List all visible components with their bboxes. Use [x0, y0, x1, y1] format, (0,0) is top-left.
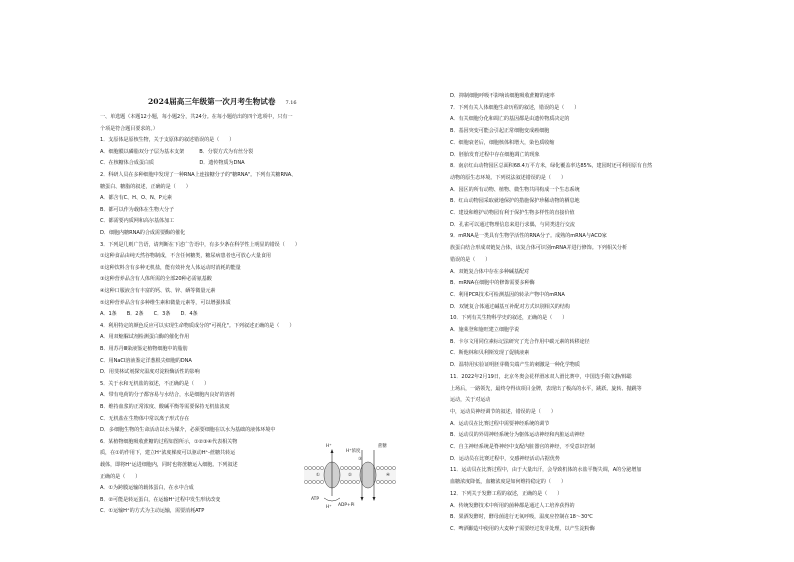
cotransporter-protein: [360, 462, 376, 488]
left-column-line: B．②可能是转运蛋白，在运输H⁺过程中发生形状改变: [100, 496, 221, 503]
left-column-line: B．用苏丹Ⅲ染液鉴定植物细胞中的脂肪: [100, 346, 188, 352]
right-column-line: C．建设和维护动物园有利于保护生物多样性的直接价值: [450, 210, 575, 216]
left-column-line: 质，在①的作用下，建立H⁺浓度梯度可以驱动H⁺-蔗糖共转运: [100, 450, 236, 457]
left-column-line: A．用双缩脲试剂检测蛋白酶的催化作用: [100, 334, 190, 341]
right-column-line: B．基因突变可能会引起正常细胞变成癌细胞: [450, 128, 550, 135]
right-column-line: 动物的原生态环境。下列说法叙述错误的是（ ）: [450, 174, 567, 181]
right-column-line: 运动，关于对运动: [450, 397, 491, 404]
left-column-line: A．都含有C、H、O、N、P元素: [100, 195, 172, 202]
left-column-line: A．①为跨膜运输的载体蛋白，在水中合成: [100, 485, 194, 492]
right-column-line: B．果酒发酵时，酵母菌进行无氧呼吸，温度应控制在18～30℃: [450, 514, 593, 521]
right-column-line: D．温特用实验证明胚芽鞘尖端产生的刺激是一种化学物质: [450, 362, 580, 369]
label-adp: ADP+Pi: [338, 503, 355, 508]
title-text: 2024届高三年级第一次月考生物试卷: [148, 97, 276, 106]
right-column-line: D．运动员在比赛过程中，交感神经活动占据优势: [450, 455, 560, 462]
right-column-line: B．卡尔文用同位素标记法研究了光合作用中碳元素的转移途径: [450, 338, 590, 345]
left-column-line: 糖蛋白、糖脂的叙述，正确的是（ ）: [100, 183, 191, 190]
right-column-line: B．运动员的外周神经系统分为躯体运动神经和内脏运动神经: [450, 432, 585, 439]
right-column-line: C．细胞衰老后，细胞核体积增大，染色质收缩: [450, 139, 555, 146]
left-column-line: B．维持血浆的正常浓度、酸碱平衡等需要保持无机盐浓度: [100, 404, 230, 410]
right-column-line: A．园区的所有动物、植物、微生物共同构成一个生态系统: [450, 186, 580, 193]
left-column-line: ①这种食品由纯天然谷物制成，不含任何糖类，糖尿病患者也可放心大量食用: [100, 253, 271, 260]
right-column-line: D．双链复合体通过碱基互补配对方式识别相关的结构: [450, 303, 570, 310]
right-column-line: 血糖浓度降低，血糖浓度是如何维持稳定的（ ）: [450, 479, 567, 486]
left-column-line: 5．关于水和无机盐的叙述，不正确的是（ ）: [100, 380, 210, 387]
label-c3: ③: [358, 457, 362, 462]
exam-title: [148, 96, 297, 107]
right-column-line: 族蛋白结合形成双链复合体，该复合体可识别mRNA并进行修饰。下列相关分析: [450, 245, 627, 252]
right-column-line: 11．运动员在比赛过程中，由于大量出汗，会导致机体的水盐平衡失调，A的分泌增加: [450, 467, 642, 474]
left-column-line: C．①运输H⁺的方式为主动运输，需要消耗ATP: [100, 508, 205, 515]
left-column-line: 一、单选题（本题12小题，每小题2分，共24分。在每小题给出的四个选项中，只有一: [100, 114, 293, 120]
left-column-line: 1．支原体是原核生物，关于支原体的叙述错误的是（ ）: [100, 137, 235, 144]
right-column-line: C．自主神经系统是脊神经中支配内脏器官的神经，不受意识控制: [450, 444, 595, 450]
left-column-line: C．在核糖体合成蛋白质 D．遗传物质为DNA: [100, 160, 245, 167]
right-column-line: C．啤酒酿造中使用的大麦种子需要经过发芽处理，以产生淀粉酶: [450, 525, 595, 532]
left-column-line: C．无机盐在生物体中常以离子形式存在: [100, 415, 190, 422]
label-c2: ②: [348, 473, 352, 478]
right-column-line: 11．2022年2月19日，北京冬奥会花样滑冰双人滑比赛中，中国选手隋文静/韩聪: [450, 373, 632, 380]
label-atp: ATP: [311, 497, 319, 502]
label-h-plus-top: H⁺: [326, 444, 332, 449]
label-c4: ④: [386, 473, 390, 478]
left-column-line: C．都需要内质网和高尔基体加工: [100, 218, 175, 225]
right-column-line: 12．下列关于发酵工程的叙述，正确的是（ ）: [450, 490, 563, 497]
label-c1: ①: [316, 473, 320, 478]
right-column-line: B．mRNA在细胞中的修饰需要多种酶: [450, 280, 535, 287]
left-column-line: ④这种口服液含有丰富的钙、铁、锌、硒等微量元素: [100, 288, 216, 294]
right-column-line: A．有关细胞分化和凋亡的基因都是由遗传物质决定的: [450, 116, 570, 123]
right-column-line: B．红山动物园采取就地保护的措施保护珍稀动物的栖息地: [450, 198, 580, 205]
left-column-line: 4．利用特定的颜色反应可以实现生命物质成分的"可视化"。下列叙述正确的是（ ）: [100, 322, 295, 329]
label-sucrose-top: 蔗糖: [378, 444, 387, 449]
left-column-line: 正确的是（ ）: [100, 473, 141, 480]
right-column-line: 8．南京红山动物园区总面积68.4万平方米，绿化覆盖率达85%，建园时还可利用原有自然: [450, 163, 653, 170]
right-column-line: A．双链复合体中存在多种碱基配对: [450, 268, 530, 275]
left-column-line: A．1条 B．2条 C．3条 D．4条: [100, 311, 198, 318]
right-column-line: 10．下列有关生物科学史的叙述，正确的是（ ）: [450, 315, 568, 322]
right-column-line: 中，运动员神经调节的叙述，错误的是（ ）: [450, 408, 556, 415]
label-h-gradient: H⁺浓度: [346, 449, 361, 454]
right-column-line: A．施莱登和施旺建立细胞学说: [450, 327, 520, 333]
left-column-line: ③这种营养品含有人体所需的全部20种必需氨基酸: [100, 276, 212, 283]
left-column-line: D．多细胞生物的生命活动以水为媒介，必须要细胞在以水为基础的液体环境中: [100, 427, 276, 434]
left-column-line: A．带有电荷的分子都容易与水结合，水是细胞内良好的溶剂: [100, 392, 235, 399]
membrane-diagram: [302, 438, 398, 510]
left-column-line: ②这种饮料含有多种无机盐，能有效补充人体运动时消耗的能量: [100, 264, 241, 271]
right-column-line: A．传统发酵技术中所用的菌种都是通过人工培养获得的: [450, 502, 575, 509]
left-column-line: 6．某植物细胞吸收蔗糖的过程如图所示，①②③④代表相关物: [100, 438, 238, 445]
left-column-line: B．都可以作为载体在生物大分子: [100, 206, 175, 213]
left-column-line: 3．下列是几则广告语，请判断在下述广告语中，有多少条在科学性上明显的错误（ ）: [100, 241, 300, 248]
left-column-line: A．细胞膜以磷脂双分子层为基本支架 B．分裂方式为有丝分裂: [100, 148, 254, 155]
left-column-line: 个项是符合题目要求的。）: [100, 125, 158, 132]
right-column-line: A．运动员在比赛过程中需要神经系统的调节: [450, 420, 550, 427]
right-column-line: D．抑制细胞呼吸不影响该细胞吸收蔗糖的速率: [450, 93, 555, 99]
left-column-line: 载体，即将H⁺运进细胞内，同时也将蔗糖运入细胞。下列叙述: [100, 462, 238, 468]
right-column-line: 上场后，一路领先，最终夺得该项目金牌，表现出了极高的水平，跳跃、旋转、抛跳等: [450, 385, 642, 392]
right-column-line: 7．下列有关人体细胞生命历程的叙述，错误的是（ ）: [450, 104, 580, 111]
label-h-plus-bottom: H⁺: [326, 505, 332, 510]
right-column-line: C．利用PCR技术可检测基因的转录产物中的mRNA: [450, 291, 565, 298]
right-column-line: D．孔雀可以通过物理信息来进行求偶，与同类进行交流: [450, 221, 575, 228]
membrane-transport-figure: [302, 438, 398, 510]
left-column-line: D．细胞内糖RNA的合成需要酶的催化: [100, 230, 186, 236]
title-date: 7.16: [285, 100, 297, 106]
left-column-line: 2．科研人员在多种细胞中发现了一种RNA上连接糖分子的"糖RNA"。下列有关糖RNA、: [100, 172, 297, 178]
right-column-line: 错误的是（ ）: [450, 256, 491, 263]
left-column-line: C．用NaCl溶液鉴定洋葱根尖细胞的DNA: [100, 357, 192, 364]
right-column-line: 9．mRNA是一类具有生物学活性的RNA分子。成熟的mRNA与ACO家: [450, 233, 607, 240]
right-column-line: C．斯他林和贝利斯发现了促胰液素: [450, 350, 530, 357]
left-column-line: ⑤这种营养品含有多种维生素和微量元素等，可以增强体质: [100, 299, 231, 306]
right-column-line: D．胚胎发育过程中存在细胞凋亡的现象: [450, 151, 540, 158]
left-column-line: D．用斐林试剂探究温度对淀粉酶活性的影响: [100, 369, 200, 376]
